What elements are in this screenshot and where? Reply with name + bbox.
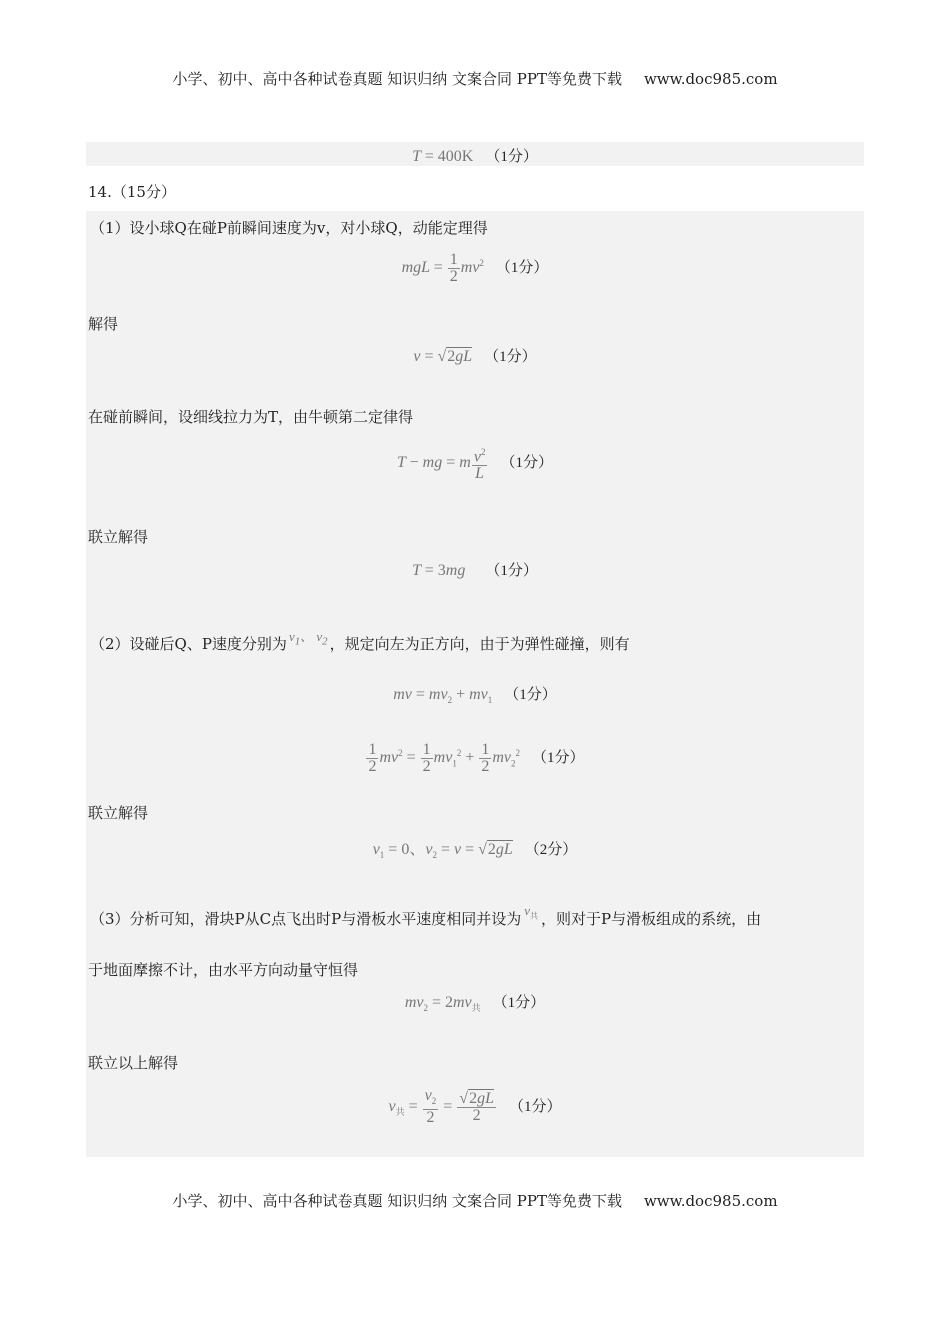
part1-solve-label: 解得 (88, 315, 119, 333)
score-eq4: （1分） (485, 563, 538, 579)
page-footer (0, 1190, 950, 1211)
part2-intro-a: （2）设碰后Q、P速度分别为 (90, 635, 287, 653)
equation-kinetic-energy: $\frac{1}{2}$ $mv^2$ = $\frac{1}{2}$ $mv_1^2$ + $\frac{1}{2}$ $mv_2^2$ （1分） (368, 741, 585, 775)
footer-url[interactable]: www.doc985.com (643, 1192, 778, 1210)
footer-text: 小学、初中、高中各种试卷真题 知识归纳 文案合同 PPT等免费下载 (172, 1192, 622, 1210)
header-text: 小学、初中、高中各种试卷真题 知识归纳 文案合同 PPT等免费下载 (172, 70, 622, 88)
score-eq0: （1分） (485, 149, 538, 165)
equation-tension-result: T = 3mg （1分） (412, 562, 538, 579)
equation-temperature: T = 400K （1分） (412, 148, 538, 165)
equation-energy: mgL = $\frac{1}{2}$ $mv^2$ （1分） (401, 251, 549, 285)
part1-combine-label: 联立解得 (88, 528, 149, 546)
score-eq9: （1分） (508, 1098, 562, 1115)
score-eq3: （1分） (500, 454, 553, 471)
part1-newton-text: 在碰前瞬间，设细线拉力为T，由牛顿第二定律得 (88, 408, 414, 426)
score-eq6: （1分） (532, 750, 585, 767)
part3-intro (90, 903, 762, 931)
score-eq2: （1分） (484, 349, 537, 365)
equation-common-velocity: $v_共$ = $\frac{v_2}{2}$ = $\frac{√2gL}{2}$ （1分） (388, 1087, 562, 1127)
part2-intro (90, 629, 630, 656)
equation-velocity: v = √2gL （1分） (413, 348, 537, 365)
equation-velocities-result: $v_1 = 0$、$v_2 = v = √2gL$ （2分） (372, 841, 578, 861)
header-url[interactable]: www.doc985.com (643, 70, 778, 88)
part3-intro-a: （3）分析可知，滑块P从C点飞出时P与滑板水平速度相同并设为 (90, 910, 522, 928)
part2-intro-b: ，规定向左为正方向，由于为弹性碰撞，则有 (329, 635, 630, 653)
score-eq7: （2分） (524, 842, 578, 858)
part2-combine-label: 联立解得 (88, 804, 149, 822)
score-eq5: （1分） (504, 687, 557, 703)
equation-momentum: mv = $mv_2 + mv_1$ （1分） (393, 686, 557, 706)
equation-tension: T − mg = m $\frac{v^2}{L}$ （1分） (0, 444, 950, 482)
part3-combine-label: 联立以上解得 (88, 1054, 179, 1072)
part1-intro: （1）设小球Q在碰P前瞬间速度为v，对小球Q，动能定理得 (90, 219, 488, 237)
part3-intro-b: ，则对于P与滑板组成的系统，由 (541, 910, 762, 928)
question-14-title: 14.（15分） (88, 183, 176, 201)
score-eq8: （1分） (492, 995, 546, 1011)
part2-symbols: $v_1$、 $v_2$ (288, 629, 328, 648)
equation-momentum-conservation: $mv_2 = 2mv_共$ （1分） (404, 994, 546, 1014)
part3-symbol: $v_共$ (524, 903, 538, 921)
page-header (0, 68, 950, 89)
score-eq1: （1分） (495, 260, 549, 277)
part3-line2: 于地面摩擦不计，由水平方向动量守恒得 (88, 961, 359, 979)
